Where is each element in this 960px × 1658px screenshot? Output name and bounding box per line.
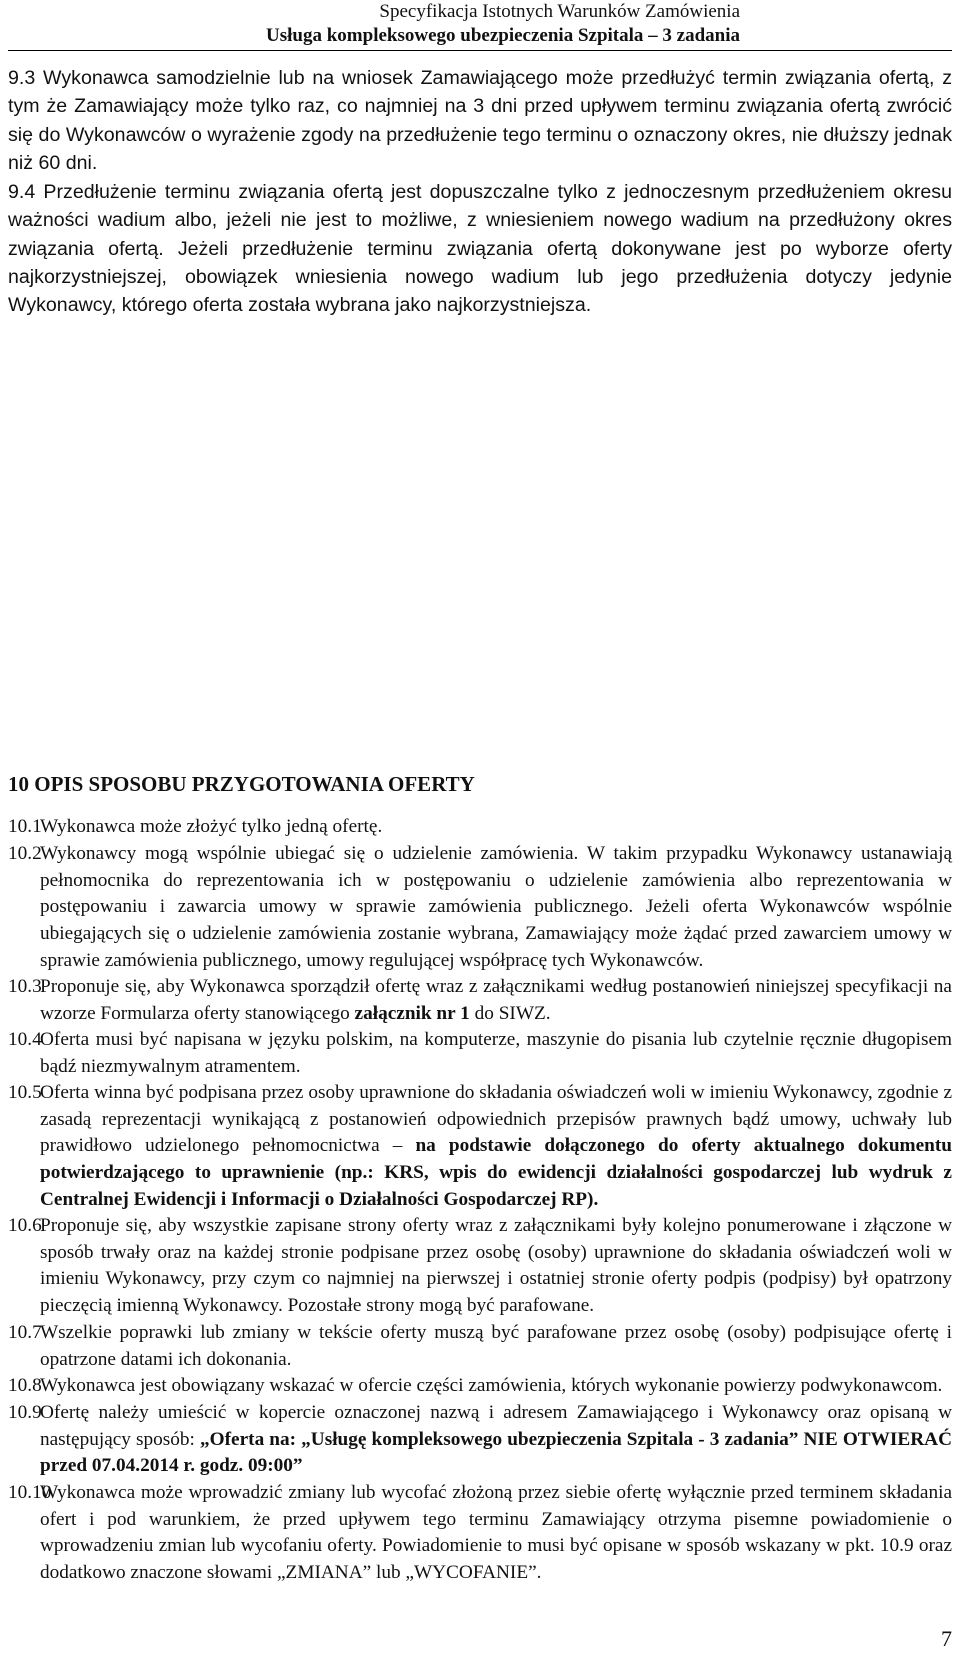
- item-10-1: [40, 814, 952, 841]
- text-run: Oferta winna być podpisana przez osoby uprawnione do składania oświadczeń woli w imieniu Wykonawcy, zgodnie z zasadą reprezentacji wynikającą z postanowień odpowiednich przepisów prawnych bądź umowy, uchwały lub prawidłowo udzielonego pełnomocnictwa –: [40, 1082, 952, 1157]
- item-number: 10.4: [8, 1029, 42, 1050]
- text-run: Proponuje się, aby Wykonawca sporządził ofertę wraz z załącznikami według postanowień niniejszej specyfikacji na wzorze Formularza oferty stanowiącego: [40, 976, 952, 1024]
- text-run: Oferta musi być napisana w języku polskim, na komputerze, maszynie do pisania lub czytelnie ręcznie długopisem bądź niezmywalnym atramentem.: [40, 1029, 952, 1077]
- text-run: Wykonawca jest obowiązany wskazać w ofercie części zamówienia, których wykonanie powierzy podwykonawcom.: [40, 1375, 943, 1396]
- section-heading: 10 OPIS SPOSOBU PRZYGOTOWANIA OFERTY: [8, 772, 475, 796]
- item-number: 10.10: [8, 1482, 52, 1503]
- item-10-3: [40, 974, 952, 1027]
- item-10-2: [40, 841, 952, 974]
- item-number: 10.5: [8, 1082, 42, 1103]
- text-run: do SIWZ.: [469, 1002, 551, 1024]
- item-10-6: [40, 1213, 952, 1320]
- item-number: 10.6: [8, 1215, 42, 1236]
- header-line-1: Specyfikacja Istotnych Warunków Zamówienia: [379, 1, 740, 22]
- item-10-4: [40, 1027, 952, 1080]
- item-10-8: [40, 1373, 952, 1400]
- running-header: [266, 0, 740, 48]
- header-line-2: Usługa kompleksowego ubezpieczenia Szpitala – 3 zadania: [266, 25, 740, 46]
- page-number: 7: [941, 1626, 952, 1651]
- text-run: Wykonawca może złożyć tylko jedną ofertę.: [40, 816, 383, 837]
- item-number: 10.7: [8, 1322, 42, 1343]
- text-run: Proponuje się, aby wszystkie zapisane strony oferty wraz z załącznikami były kolejno ponumerowane i złączone w sposób trwały oraz na każdej stronie podpisane przez osobę (osoby) uprawnione do składania oświadczeń woli w imieniu Wykonawcy, przy czym co najmniej na pierwszej i ostatniej stronie oferty podpis (podpisy) był opatrzony pieczęcią imienną Wykonawcy. Pozostałe strony mogą być parafowane.: [40, 1215, 952, 1316]
- item-number: 10.8: [8, 1375, 42, 1396]
- text-run: Ofertę należy umieścić w kopercie oznaczonej nazwą i adresem Zamawiającego i Wykonawcy oraz opisaną w następujący sposób:: [40, 1402, 952, 1450]
- item-10-7: [40, 1320, 952, 1373]
- item-10-9: [40, 1400, 952, 1480]
- text-run: Wszelkie poprawki lub zmiany w tekście oferty muszą być parafowane przez osobę (osoby) podpisujące ofertę i opatrzone datami ich dokonania.: [40, 1322, 952, 1370]
- bold-text-run: na podstawie dołączonego do oferty aktualnego dokumentu potwierdzającego to uprawnienie (np.: KRS, wpis do ewidencji działalności gospodarczej lub wydruk z Centralnej Ewidencji i Informacji o Działalności Gospodarczej RP).: [40, 1135, 952, 1210]
- header-rule: [8, 50, 952, 51]
- item-number: 10.1: [8, 816, 42, 837]
- item-number: 10.9: [8, 1402, 42, 1423]
- item-number: 10.2: [8, 843, 42, 864]
- item-10-10: [40, 1480, 952, 1587]
- text-run: Wykonawca może wprowadzić zmiany lub wycofać złożoną przez siebie ofertę wyłącznie przed terminem składania ofert i pod warunkiem, że przed upływem tego terminu Zamawiający otrzyma pisemne powiadomienie o wprowadzeniu zmian lub wycofaniu oferty. Powiadomienie to musi być opisane w sposób wskazany w pkt. 10.9 oraz dodatkowo znaczone słowami „ZMIANA” lub „WYCOFANIE”.: [40, 1482, 952, 1583]
- paragraph-9-4: 9.4 Przedłużenie terminu związania ofertą jest dopuszczalne tylko z jednoczesnym przedłużeniem okresu ważności wadium albo, jeżeli nie jest to możliwe, z wniesieniem nowego wadium na przedłużony okres związania ofertą. Jeżeli przedłużenie terminu związania ofertą dokonywane jest po wyborze oferty najkorzystniejszej, obowiązek wniesienia nowego wadium lub jego przedłużenia dotyczy jedynie Wykonawcy, którego oferta została wybrana jako najkorzystniejsza.: [8, 181, 952, 317]
- bold-text-run: załącznik nr 1: [354, 1002, 470, 1024]
- text-run: Wykonawcy mogą wspólnie ubiegać się o udzielenie zamówienia. W takim przypadku Wykonawcy ustanawiają pełnomocnika do reprezentowania ich w postępowaniu o udzielenie zamówienia albo reprezentowania w postępowaniu i zawarcia umowy w sprawie zamówienia publicznego. Jeżeli oferta Wykonawców wspólnie ubiegających się o udzielenie zamówienia zostanie wybrana, Zamawiający może żądać przed zawarciem umowy w sprawie zamówienia publicznego, umowy regulującej współpracę tych Wykonawców.: [40, 843, 952, 971]
- paragraph-9-3: 9.3 Wykonawca samodzielnie lub na wniosek Zamawiającego może przedłużyć termin związania ofertą, z tym że Zamawiający może tylko raz, co najmniej na 3 dni przed upływem terminu związania ofertą zwrócić się do Wykonawców o wyrażenie zgody na przedłużenie tego terminu o oznaczony okres, nie dłuższy jednak niż 60 dni.: [8, 67, 952, 174]
- bold-text-run: „Oferta na: „Usługę kompleksowego ubezpieczenia Szpitala - 3 zadania” NIE OTWIERAĆ przed 07.04.2014 r. godz. 09:00”: [40, 1428, 953, 1477]
- item-10-5: [40, 1080, 952, 1213]
- item-number: 10.3: [8, 976, 42, 997]
